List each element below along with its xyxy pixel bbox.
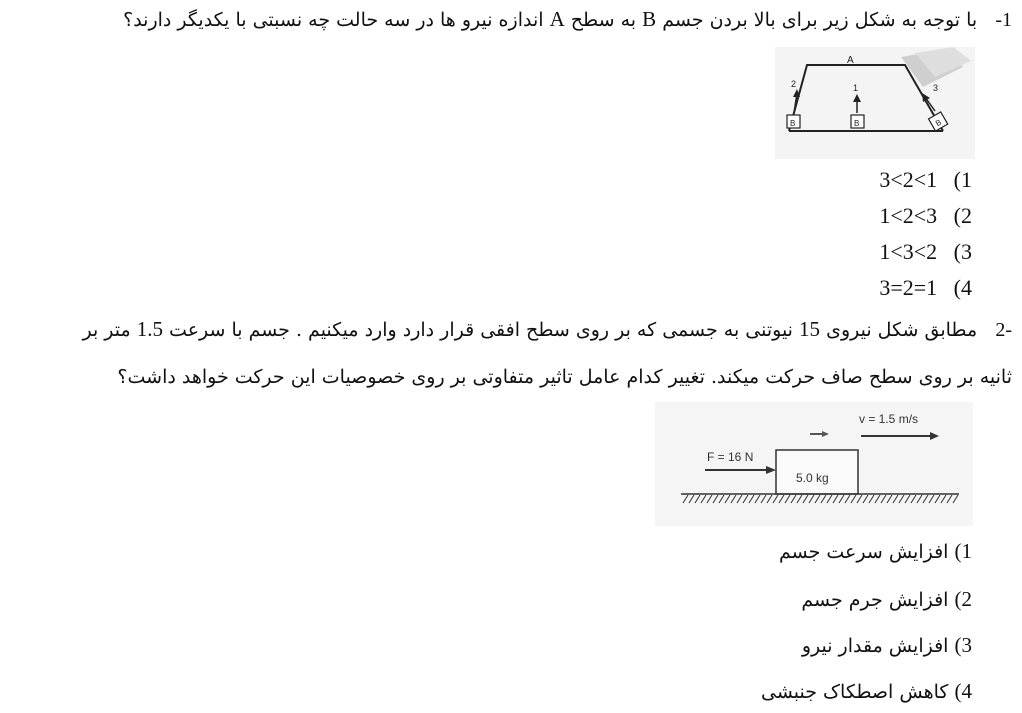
block-motion-figure [655,402,973,526]
symbol-b: B [642,7,657,31]
question-1-number: 1- [995,9,1012,31]
q1-option-1-text: 3<2<1 [879,167,938,192]
label-1: 1 [853,83,859,93]
question-1-text-part2: به سطح [570,9,637,31]
q1-option-3[interactable] [879,237,972,267]
mass-label: 5.0 kg [796,471,829,485]
question-2-line2: ثانیه بر روی سطح صاف حرکت میکند. تغییر کدام عامل تاثیر متفاوتی بر روی خصوصیات این حرکت خواهد داشت؟ [117,366,1012,388]
label-3: 3 [933,83,939,93]
force-label: F = 16 N [707,450,754,464]
q2-option-4[interactable] [761,676,972,707]
question-2-number: -2 [995,319,1012,341]
q2-option-3-number: 3) [954,633,972,657]
q2-option-2-text: افزایش جرم جسم [801,589,949,611]
speed-value: 1.5 [136,317,163,341]
q1-option-1[interactable] [879,165,972,195]
velocity-label: v = 1.5 m/s [859,412,919,426]
question-2-line-1 [82,314,1012,345]
question-2-line-2 [117,362,1012,392]
force-value: 15 [799,317,821,341]
right-block-label: B [934,117,944,129]
q2-option-3[interactable] [802,630,972,661]
q2-option-2-number: 2) [954,587,972,611]
label-2: 2 [791,79,797,89]
q1-option-2[interactable] [879,201,972,231]
q1-option-2-number: 2) [953,203,972,228]
question-2-line1-part2: نیوتنی به جسمی که بر روی سطح افقی قرار دارد وارد میکنیم . جسم با سرعت [169,319,793,341]
q1-option-4-text: 3=2=1 [879,275,938,300]
left-block-label: B [790,119,796,128]
q1-option-2-text: 1<2<3 [879,203,938,228]
q2-option-1-text: افزایش سرعت جسم [779,541,949,563]
question-2-line1-part1: مطابق شکل نیروی [826,319,978,341]
q1-option-4[interactable] [879,273,972,303]
trapezoid-figure [775,47,975,159]
q2-option-3-text: افزایش مقدار نیرو [801,635,949,657]
middle-block-label: B [854,119,860,128]
q2-option-2[interactable] [801,584,972,615]
question-1-text [123,4,1012,35]
q1-option-1-number: 1) [953,167,972,192]
question-1-text-part3: اندازه نیرو ها در سه حالت چه نسبتی با یکدیگر دارند؟ [123,9,544,31]
question-2-line1-part3: متر بر [82,319,131,341]
question-1-text-part1: با توجه به شکل زیر برای بالا بردن جسم [662,9,978,31]
label-a: A [847,55,854,66]
q2-option-4-number: 4) [954,679,972,703]
q2-option-1[interactable] [779,536,972,567]
q2-option-1-number: 1) [954,539,972,563]
q1-option-3-text: 1<3<2 [879,239,938,264]
q2-option-4-text: کاهش اصطکاک جنبشی [761,681,949,703]
q1-option-3-number: 3) [953,239,972,264]
symbol-a: A [549,7,565,31]
q1-option-4-number: 4) [953,275,972,300]
